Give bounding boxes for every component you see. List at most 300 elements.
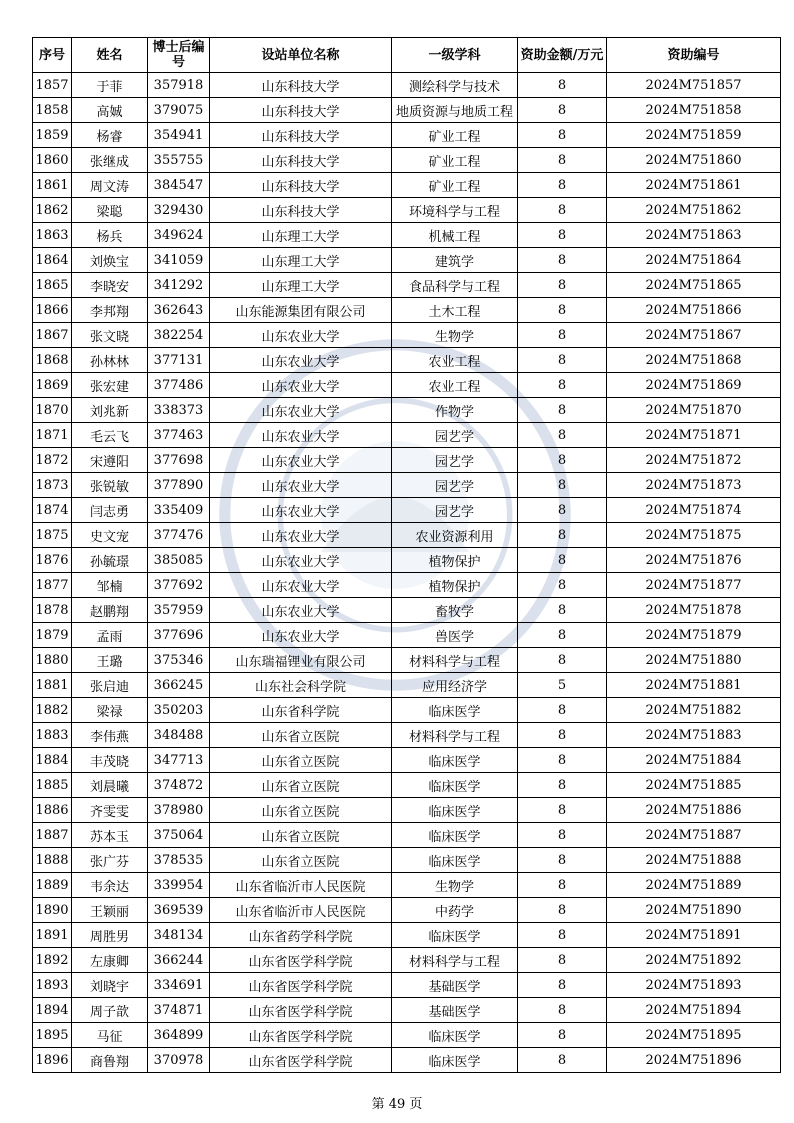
table-row (33, 323, 781, 348)
funding-amount-cell: 8 (518, 223, 607, 248)
funding-id-cell: 2024M751874 (607, 498, 781, 523)
name-cell: 商鲁翔 (72, 1048, 148, 1073)
host-institution-cell: 山东农业大学 (210, 323, 392, 348)
table-row (33, 198, 781, 223)
discipline-cell: 环境科学与工程 (392, 198, 518, 223)
host-institution-cell: 山东科技大学 (210, 73, 392, 98)
table-row (33, 698, 781, 723)
discipline-cell: 矿业工程 (392, 173, 518, 198)
funding-id-cell: 2024M751892 (607, 948, 781, 973)
host-institution-cell: 山东农业大学 (210, 623, 392, 648)
funding-id-cell: 2024M751877 (607, 573, 781, 598)
discipline-cell: 中药学 (392, 898, 518, 923)
serial-number-cell: 1891 (33, 923, 72, 948)
funding-amount-cell: 8 (518, 373, 607, 398)
serial-number-cell: 1864 (33, 248, 72, 273)
serial-number-cell: 1889 (33, 873, 72, 898)
table-row (33, 1048, 781, 1073)
discipline-cell: 测绘科学与技术 (392, 73, 518, 98)
serial-number-cell: 1890 (33, 898, 72, 923)
funding-id-cell: 2024M751868 (607, 348, 781, 373)
serial-number-cell: 1869 (33, 373, 72, 398)
header-postdoc-id: 博士后编号 (148, 38, 210, 73)
name-cell: 王璐 (72, 648, 148, 673)
discipline-cell: 兽医学 (392, 623, 518, 648)
funding-id-cell: 2024M751888 (607, 848, 781, 873)
serial-number-cell: 1896 (33, 1048, 72, 1073)
discipline-cell: 园艺学 (392, 498, 518, 523)
table-row (33, 798, 781, 823)
name-cell: 孟雨 (72, 623, 148, 648)
header-serial-number: 序号 (33, 38, 72, 73)
funding-id-cell: 2024M751894 (607, 998, 781, 1023)
table-row (33, 223, 781, 248)
discipline-cell: 矿业工程 (392, 123, 518, 148)
funding-id-cell: 2024M751861 (607, 173, 781, 198)
postdoc-id-cell: 339954 (148, 873, 210, 898)
postdoc-id-cell: 377692 (148, 573, 210, 598)
discipline-cell: 临床医学 (392, 923, 518, 948)
host-institution-cell: 山东科技大学 (210, 198, 392, 223)
discipline-cell: 地质资源与地质工程 (392, 98, 518, 123)
host-institution-cell: 山东科技大学 (210, 148, 392, 173)
serial-number-cell: 1887 (33, 823, 72, 848)
name-cell: 梁禄 (72, 698, 148, 723)
host-institution-cell: 山东省医学科学院 (210, 1023, 392, 1048)
funding-amount-cell: 8 (518, 823, 607, 848)
postdoc-id-cell: 335409 (148, 498, 210, 523)
postdoc-id-cell: 347713 (148, 748, 210, 773)
name-cell: 李伟燕 (72, 723, 148, 748)
funding-amount-cell: 8 (518, 473, 607, 498)
postdoc-id-cell: 355755 (148, 148, 210, 173)
host-institution-cell: 山东科技大学 (210, 173, 392, 198)
funding-amount-cell: 8 (518, 1023, 607, 1048)
serial-number-cell: 1888 (33, 848, 72, 873)
discipline-cell: 食品科学与工程 (392, 273, 518, 298)
table-row (33, 773, 781, 798)
funding-id-cell: 2024M751893 (607, 973, 781, 998)
discipline-cell: 畜牧学 (392, 598, 518, 623)
serial-number-cell: 1893 (33, 973, 72, 998)
funding-id-cell: 2024M751883 (607, 723, 781, 748)
host-institution-cell: 山东省临沂市人民医院 (210, 873, 392, 898)
name-cell: 张广芬 (72, 848, 148, 873)
host-institution-cell: 山东省医学科学院 (210, 973, 392, 998)
funding-id-cell: 2024M751870 (607, 398, 781, 423)
table-row (33, 598, 781, 623)
postdoc-id-cell: 377486 (148, 373, 210, 398)
table-row (33, 348, 781, 373)
host-institution-cell: 山东农业大学 (210, 498, 392, 523)
postdoc-id-cell: 341059 (148, 248, 210, 273)
host-institution-cell: 山东省立医院 (210, 748, 392, 773)
postdoc-id-cell: 378535 (148, 848, 210, 873)
table-row (33, 73, 781, 98)
discipline-cell: 农业工程 (392, 373, 518, 398)
funding-id-cell: 2024M751896 (607, 1048, 781, 1073)
host-institution-cell: 山东农业大学 (210, 573, 392, 598)
table-row (33, 648, 781, 673)
name-cell: 丰茂晓 (72, 748, 148, 773)
serial-number-cell: 1884 (33, 748, 72, 773)
serial-number-cell: 1882 (33, 698, 72, 723)
table-row (33, 548, 781, 573)
postdoc-id-cell: 374871 (148, 998, 210, 1023)
host-institution-cell: 山东瑞福锂业有限公司 (210, 648, 392, 673)
serial-number-cell: 1872 (33, 448, 72, 473)
funding-amount-cell: 8 (518, 723, 607, 748)
name-cell: 周文涛 (72, 173, 148, 198)
serial-number-cell: 1877 (33, 573, 72, 598)
serial-number-cell: 1873 (33, 473, 72, 498)
discipline-cell: 临床医学 (392, 1048, 518, 1073)
name-cell: 刘焕宝 (72, 248, 148, 273)
funding-amount-cell: 8 (518, 598, 607, 623)
postdoc-id-cell: 334691 (148, 973, 210, 998)
funding-amount-cell: 8 (518, 873, 607, 898)
name-cell: 杨睿 (72, 123, 148, 148)
host-institution-cell: 山东科技大学 (210, 98, 392, 123)
funding-id-cell: 2024M751880 (607, 648, 781, 673)
serial-number-cell: 1861 (33, 173, 72, 198)
page-number: 第 49 页 (371, 1097, 423, 1112)
funding-amount-cell: 8 (518, 973, 607, 998)
postdoc-id-cell: 375346 (148, 648, 210, 673)
discipline-cell: 作物学 (392, 398, 518, 423)
postdoc-id-cell: 329430 (148, 198, 210, 223)
name-cell: 苏本玉 (72, 823, 148, 848)
discipline-cell: 临床医学 (392, 848, 518, 873)
name-cell: 梁聪 (72, 198, 148, 223)
funding-amount-cell: 8 (518, 948, 607, 973)
name-cell: 张锐敏 (72, 473, 148, 498)
funding-id-cell: 2024M751863 (607, 223, 781, 248)
funding-amount-cell: 8 (518, 698, 607, 723)
host-institution-cell: 山东省药学科学院 (210, 923, 392, 948)
name-cell: 韦余达 (72, 873, 148, 898)
name-cell: 孙林林 (72, 348, 148, 373)
table-header-row (33, 38, 781, 73)
table-row (33, 673, 781, 698)
postdoc-id-cell: 377131 (148, 348, 210, 373)
funding-id-cell: 2024M751891 (607, 923, 781, 948)
host-institution-cell: 山东理工大学 (210, 273, 392, 298)
host-institution-cell: 山东农业大学 (210, 373, 392, 398)
postdoc-id-cell: 385085 (148, 548, 210, 573)
host-institution-cell: 山东省立医院 (210, 773, 392, 798)
postdoc-id-cell: 357959 (148, 598, 210, 623)
funding-id-cell: 2024M751895 (607, 1023, 781, 1048)
table-row (33, 848, 781, 873)
postdoc-id-cell: 354941 (148, 123, 210, 148)
postdoc-id-cell: 338373 (148, 398, 210, 423)
name-cell: 高娍 (72, 98, 148, 123)
funding-amount-cell: 8 (518, 448, 607, 473)
postdoc-id-cell: 377463 (148, 423, 210, 448)
discipline-cell: 临床医学 (392, 698, 518, 723)
name-cell: 杨兵 (72, 223, 148, 248)
serial-number-cell: 1881 (33, 673, 72, 698)
funding-amount-cell: 8 (518, 498, 607, 523)
discipline-cell: 建筑学 (392, 248, 518, 273)
host-institution-cell: 山东省临沂市人民医院 (210, 898, 392, 923)
host-institution-cell: 山东农业大学 (210, 473, 392, 498)
funding-id-cell: 2024M751873 (607, 473, 781, 498)
discipline-cell: 园艺学 (392, 448, 518, 473)
host-institution-cell: 山东省立医院 (210, 723, 392, 748)
table-row (33, 1023, 781, 1048)
header-funding-amount: 资助金额/万元 (518, 38, 607, 73)
table-row (33, 248, 781, 273)
serial-number-cell: 1860 (33, 148, 72, 173)
serial-number-cell: 1871 (33, 423, 72, 448)
funding-amount-cell: 8 (518, 748, 607, 773)
table-row (33, 998, 781, 1023)
table-row (33, 173, 781, 198)
funding-id-cell: 2024M751875 (607, 523, 781, 548)
funding-amount-cell: 8 (518, 923, 607, 948)
table-row (33, 823, 781, 848)
discipline-cell: 材料科学与工程 (392, 723, 518, 748)
name-cell: 李晓安 (72, 273, 148, 298)
discipline-cell: 生物学 (392, 873, 518, 898)
funding-id-cell: 2024M751881 (607, 673, 781, 698)
funding-recipients-table (32, 37, 781, 1073)
discipline-cell: 应用经济学 (392, 673, 518, 698)
name-cell: 张继成 (72, 148, 148, 173)
header-discipline: 一级学科 (392, 38, 518, 73)
serial-number-cell: 1876 (33, 548, 72, 573)
funding-amount-cell: 8 (518, 548, 607, 573)
discipline-cell: 临床医学 (392, 1023, 518, 1048)
serial-number-cell: 1886 (33, 798, 72, 823)
name-cell: 宋遵阳 (72, 448, 148, 473)
postdoc-id-cell: 378980 (148, 798, 210, 823)
postdoc-id-cell: 379075 (148, 98, 210, 123)
name-cell: 马征 (72, 1023, 148, 1048)
postdoc-id-cell: 374872 (148, 773, 210, 798)
discipline-cell: 园艺学 (392, 473, 518, 498)
serial-number-cell: 1895 (33, 1023, 72, 1048)
serial-number-cell: 1865 (33, 273, 72, 298)
discipline-cell: 土木工程 (392, 298, 518, 323)
host-institution-cell: 山东省医学科学院 (210, 1048, 392, 1073)
serial-number-cell: 1867 (33, 323, 72, 348)
name-cell: 张启迪 (72, 673, 148, 698)
serial-number-cell: 1874 (33, 498, 72, 523)
funding-id-cell: 2024M751872 (607, 448, 781, 473)
host-institution-cell: 山东农业大学 (210, 523, 392, 548)
funding-amount-cell: 8 (518, 348, 607, 373)
funding-amount-cell: 8 (518, 573, 607, 598)
funding-amount-cell: 8 (518, 73, 607, 98)
serial-number-cell: 1880 (33, 648, 72, 673)
header-name: 姓名 (72, 38, 148, 73)
funding-id-cell: 2024M751890 (607, 898, 781, 923)
name-cell: 孙毓璟 (72, 548, 148, 573)
funding-amount-cell: 8 (518, 798, 607, 823)
serial-number-cell: 1885 (33, 773, 72, 798)
table-row (33, 373, 781, 398)
discipline-cell: 农业资源利用 (392, 523, 518, 548)
host-institution-cell: 山东农业大学 (210, 348, 392, 373)
funding-amount-cell: 8 (518, 898, 607, 923)
host-institution-cell: 山东省立医院 (210, 848, 392, 873)
serial-number-cell: 1858 (33, 98, 72, 123)
funding-amount-cell: 8 (518, 148, 607, 173)
table-body (33, 73, 781, 1073)
serial-number-cell: 1894 (33, 998, 72, 1023)
postdoc-id-cell: 348488 (148, 723, 210, 748)
table-row (33, 148, 781, 173)
host-institution-cell: 山东社会科学院 (210, 673, 392, 698)
funding-amount-cell: 8 (518, 298, 607, 323)
name-cell: 刘兆新 (72, 398, 148, 423)
funding-id-cell: 2024M751857 (607, 73, 781, 98)
table-row (33, 948, 781, 973)
discipline-cell: 临床医学 (392, 823, 518, 848)
table-row (33, 748, 781, 773)
funding-id-cell: 2024M751862 (607, 198, 781, 223)
postdoc-id-cell: 341292 (148, 273, 210, 298)
funding-amount-cell: 8 (518, 248, 607, 273)
table-row (33, 298, 781, 323)
postdoc-id-cell: 375064 (148, 823, 210, 848)
name-cell: 张宏建 (72, 373, 148, 398)
postdoc-id-cell: 350203 (148, 698, 210, 723)
host-institution-cell: 山东农业大学 (210, 423, 392, 448)
name-cell: 刘晓宇 (72, 973, 148, 998)
table-row (33, 973, 781, 998)
serial-number-cell: 1870 (33, 398, 72, 423)
discipline-cell: 机械工程 (392, 223, 518, 248)
funding-amount-cell: 8 (518, 273, 607, 298)
postdoc-id-cell: 384547 (148, 173, 210, 198)
table-row (33, 98, 781, 123)
name-cell: 史文宠 (72, 523, 148, 548)
serial-number-cell: 1879 (33, 623, 72, 648)
table-row (33, 873, 781, 898)
postdoc-id-cell: 366244 (148, 948, 210, 973)
table-row (33, 273, 781, 298)
funding-id-cell: 2024M751884 (607, 748, 781, 773)
funding-id-cell: 2024M751886 (607, 798, 781, 823)
host-institution-cell: 山东能源集团有限公司 (210, 298, 392, 323)
table-row (33, 123, 781, 148)
host-institution-cell: 山东省立医院 (210, 823, 392, 848)
name-cell: 齐雯雯 (72, 798, 148, 823)
funding-amount-cell: 8 (518, 323, 607, 348)
serial-number-cell: 1868 (33, 348, 72, 373)
discipline-cell: 农业工程 (392, 348, 518, 373)
table-row (33, 923, 781, 948)
name-cell: 毛云飞 (72, 423, 148, 448)
postdoc-id-cell: 366245 (148, 673, 210, 698)
postdoc-id-cell: 357918 (148, 73, 210, 98)
table-row (33, 898, 781, 923)
postdoc-id-cell: 370978 (148, 1048, 210, 1073)
funding-id-cell: 2024M751876 (607, 548, 781, 573)
name-cell: 闫志勇 (72, 498, 148, 523)
funding-amount-cell: 8 (518, 123, 607, 148)
name-cell: 周胜男 (72, 923, 148, 948)
host-institution-cell: 山东科技大学 (210, 123, 392, 148)
funding-id-cell: 2024M751882 (607, 698, 781, 723)
name-cell: 李邦翔 (72, 298, 148, 323)
funding-id-cell: 2024M751871 (607, 423, 781, 448)
discipline-cell: 基础医学 (392, 998, 518, 1023)
host-institution-cell: 山东理工大学 (210, 248, 392, 273)
funding-amount-cell: 8 (518, 198, 607, 223)
name-cell: 刘晨曦 (72, 773, 148, 798)
discipline-cell: 临床医学 (392, 773, 518, 798)
serial-number-cell: 1883 (33, 723, 72, 748)
host-institution-cell: 山东农业大学 (210, 398, 392, 423)
host-institution-cell: 山东理工大学 (210, 223, 392, 248)
funding-amount-cell: 8 (518, 98, 607, 123)
funding-id-cell: 2024M751860 (607, 148, 781, 173)
table-row (33, 448, 781, 473)
discipline-cell: 植物保护 (392, 548, 518, 573)
header-funding-id: 资助编号 (607, 38, 781, 73)
serial-number-cell: 1878 (33, 598, 72, 623)
postdoc-id-cell: 382254 (148, 323, 210, 348)
name-cell: 左康卿 (72, 948, 148, 973)
name-cell: 于菲 (72, 73, 148, 98)
funding-amount-cell: 8 (518, 1048, 607, 1073)
postdoc-id-cell: 369539 (148, 898, 210, 923)
serial-number-cell: 1875 (33, 523, 72, 548)
host-institution-cell: 山东省医学科学院 (210, 948, 392, 973)
name-cell: 周子歆 (72, 998, 148, 1023)
serial-number-cell: 1862 (33, 198, 72, 223)
postdoc-id-cell: 377890 (148, 473, 210, 498)
funding-amount-cell: 8 (518, 648, 607, 673)
host-institution-cell: 山东省医学科学院 (210, 998, 392, 1023)
discipline-cell: 矿业工程 (392, 148, 518, 173)
funding-amount-cell: 8 (518, 423, 607, 448)
table-row (33, 423, 781, 448)
table-row (33, 573, 781, 598)
funding-amount-cell: 8 (518, 398, 607, 423)
funding-amount-cell: 8 (518, 623, 607, 648)
postdoc-id-cell: 364899 (148, 1023, 210, 1048)
discipline-cell: 材料科学与工程 (392, 948, 518, 973)
serial-number-cell: 1859 (33, 123, 72, 148)
name-cell: 邹楠 (72, 573, 148, 598)
table-row (33, 473, 781, 498)
funding-id-cell: 2024M751865 (607, 273, 781, 298)
discipline-cell: 植物保护 (392, 573, 518, 598)
postdoc-id-cell: 377698 (148, 448, 210, 473)
funding-amount-cell: 8 (518, 998, 607, 1023)
table-row (33, 523, 781, 548)
funding-id-cell: 2024M751864 (607, 248, 781, 273)
funding-id-cell: 2024M751885 (607, 773, 781, 798)
table-row (33, 623, 781, 648)
funding-id-cell: 2024M751867 (607, 323, 781, 348)
funding-id-cell: 2024M751869 (607, 373, 781, 398)
postdoc-id-cell: 377476 (148, 523, 210, 548)
funding-id-cell: 2024M751887 (607, 823, 781, 848)
funding-id-cell: 2024M751858 (607, 98, 781, 123)
table-row (33, 723, 781, 748)
serial-number-cell: 1892 (33, 948, 72, 973)
name-cell: 赵鹏翔 (72, 598, 148, 623)
discipline-cell: 临床医学 (392, 748, 518, 773)
discipline-cell: 园艺学 (392, 423, 518, 448)
